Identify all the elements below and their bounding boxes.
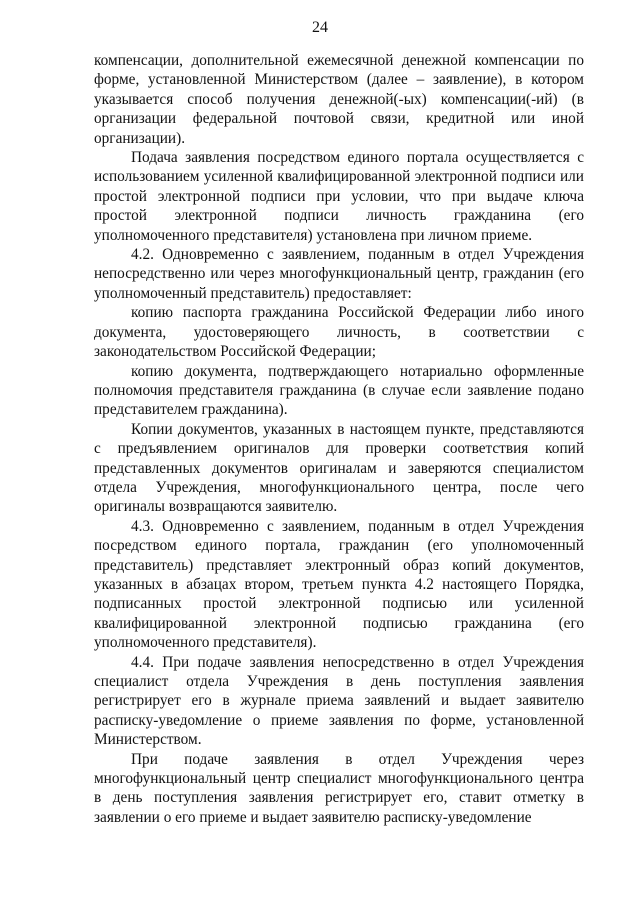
paragraph-compensation-form: компенсации, дополнительной ежемесячной денежной компенсации по форме, установленной Министерством (далее – заявление), в котором указывается способ получения денежной(-ых) компенсации(-ий) (в организации федеральной почтовой связи, кредитной или иной организации). <box>94 52 584 147</box>
paragraph-authority-copy: копию документа, подтверждающего нотариально оформленные полномочия представителя гражданина (в случае если заявление подано представителем гражданина). <box>94 362 584 419</box>
document-body <box>94 51 584 827</box>
page-number: 24 <box>312 19 328 36</box>
paragraph-mfc-submission: При подаче заявления в отдел Учреждения через многофункциональный центр специалист многофункционального центра в день поступления заявления регистрирует его, ставит отметку в заявлении о его приеме и выдает заявителю расписку-уведомление <box>94 750 584 826</box>
paragraph-copies-verification: Копии документов, указанных в настоящем пункте, представляются с предъявлением оригиналов для проверки соответствия копий представленных документов оригиналам и заверяются специалистом отдела Учреждения, многофункционального центра, после чего оригиналы возвращаются заявителю. <box>94 420 584 516</box>
paragraph-clause-4-4: 4.4. При подаче заявления непосредственно в отдел Учреждения специалист отдела Учреждения в день поступления заявления регистрирует его в журнале приема заявлений и выдает заявителю расписку-уведомление о приеме заявления по форме, установленной Министерством. <box>94 653 584 749</box>
paragraph-clause-4-2: 4.2. Одновременно с заявлением, поданным в отдел Учреждения непосредственно или через многофункциональный центр, гражданин (его уполномоченный представитель) предоставляет: <box>94 246 584 302</box>
paragraph-portal-submission: Подача заявления посредством единого портала осуществляется с использованием усиленной квалифицированной электронной подписи или простой электронной подписи при условии, что при выдаче ключа простой электронной подписи личность гражданина (его уполномоченного представителя) установлена при личном приеме. <box>94 149 584 244</box>
paragraph-passport-copy: копию паспорта гражданина Российской Федерации либо иного документа, удостоверяющего личность, в соответствии с законодательством Российской Федерации; <box>94 304 584 361</box>
paragraph-clause-4-3: 4.3. Одновременно с заявлением, поданным в отдел Учреждения посредством единого портала, гражданин (его уполномоченный представитель) представляет электронный образ копий документов, указанных в абзацах втором, третьем пункта 4.2 настоящего Порядка, подписанных простой электронной подписью или усиленной квалифицированной электронной подписью гражданина (его уполномоченного представителя). <box>94 517 584 652</box>
